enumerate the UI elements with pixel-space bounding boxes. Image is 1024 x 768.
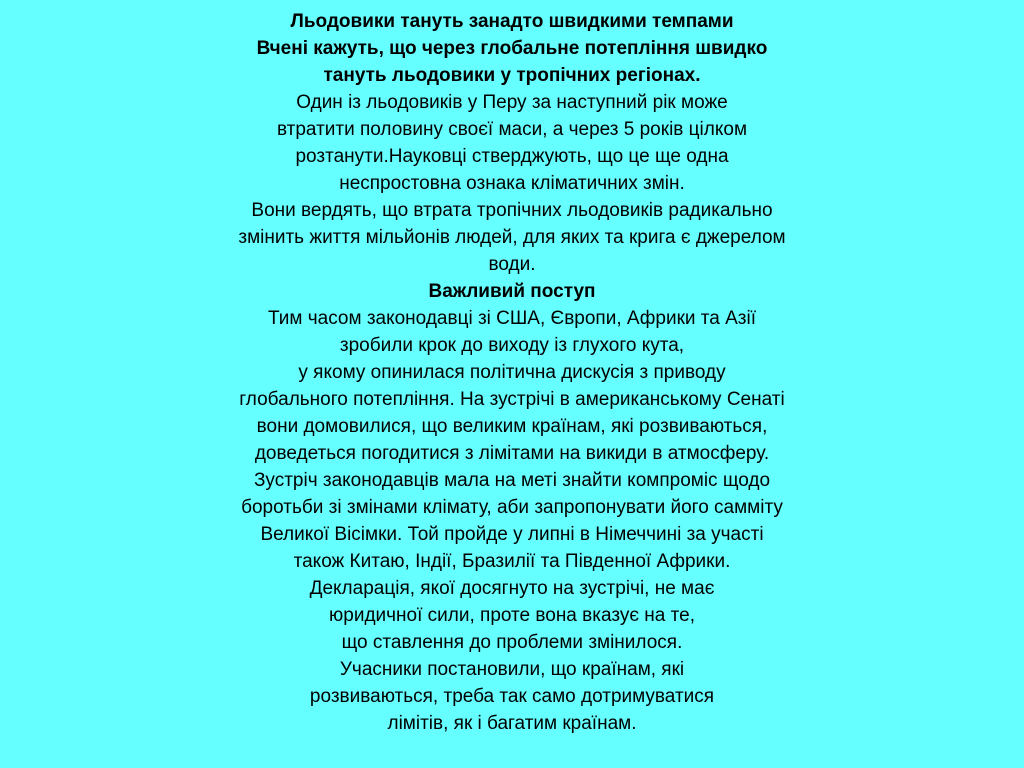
paragraph-line: лімітів, як і багатим країнам. [387,713,637,734]
paragraph-line: Вони вердять, що втрата тропічних льодовиків радикально [251,200,773,221]
paragraph-line: розтанути.Науковці стверджують, що це ще одна [295,146,729,167]
paragraph-line: вони домовилися, що великим країнам, які розвиваються, [256,416,768,437]
subtitle-line: тануть льодовики у тропічних регіонах. [323,65,701,86]
paragraph-line: Зустріч законодавців мала на меті знайти компроміс щодо [253,470,771,491]
paragraph-line: зробили крок до виходу із глухого кута, [339,335,685,356]
paragraph-line: розвиваються, треба так само дотримуватися [309,686,715,707]
paragraph-line: неспростовна ознака кліматичних змін. [339,173,685,194]
paragraph-line: також Китаю, Індії, Бразилії та Південної Африки. [293,551,731,572]
paragraph-line: глобального потепління. На зустрічі в американському Сенаті [239,389,785,410]
paragraph-line: Тим часом законодавці зі США, Європи, Африки та Азії [268,308,756,329]
paragraph-line: у якому опинилася політична дискусія з приводу [298,362,726,383]
paragraph-line: що ставлення до проблеми змінилося. [341,632,683,653]
slide-text-body [0,8,1024,737]
paragraph-line: води. [488,254,536,275]
subtitle-line: Вчені кажуть, що через глобальне потепління швидко [256,38,768,59]
paragraph-line: боротьби зі змінами клімату, аби запропонувати його самміту [241,497,783,518]
section-heading: Важливий поступ [428,281,596,302]
paragraph-line: Великої Вісімки. Той пройде у липні в Німеччині за участі [260,524,764,545]
slide-title: Льодовики тануть занадто швидкими темпами [290,11,734,32]
paragraph-line: втратити половину своєї маси, а через 5 років цілком [276,119,748,140]
paragraph-line: Декларація, якої досягнуто на зустрічі, не має [309,578,715,599]
paragraph-line: Один із льодовиків у Перу за наступний рік може [296,92,728,113]
paragraph-line: Учасники постановили, що країнам, які [339,659,685,680]
paragraph-line: доведеться погодитися з лімітами на викиди в атмосферу. [254,443,770,464]
paragraph-line: змінить життя мільйонів людей, для яких та крига є джерелом [238,227,786,248]
paragraph-line: юридичної сили, проте вона вказує на те, [329,605,695,626]
